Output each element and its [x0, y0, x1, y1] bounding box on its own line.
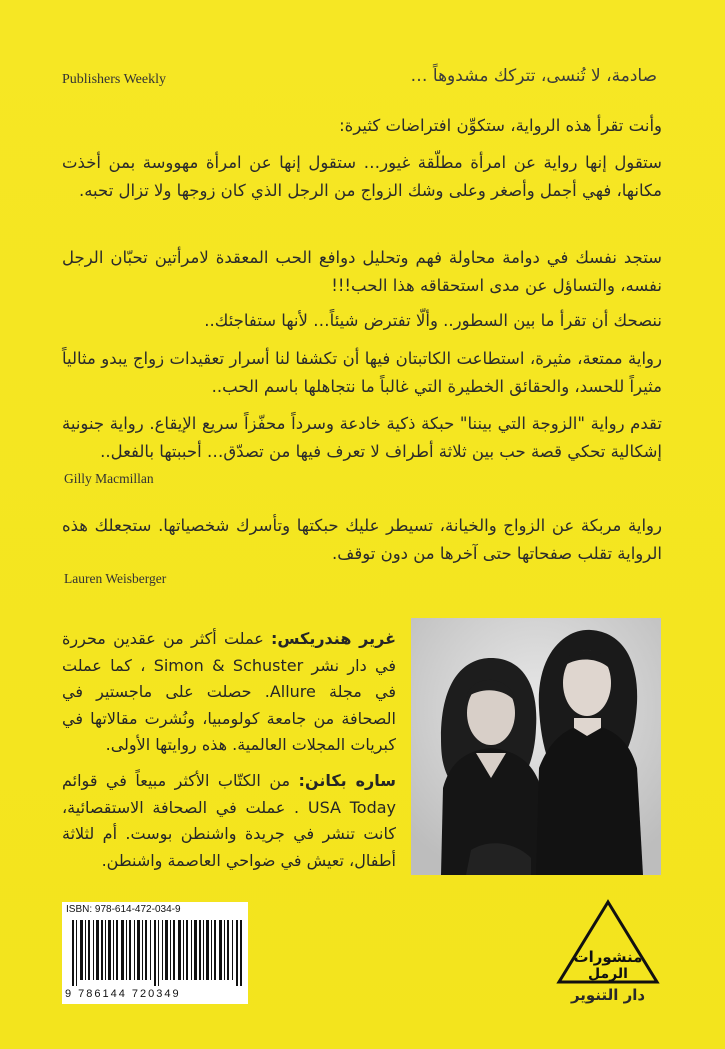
isbn-label: ISBN: 978-614-472-034-9 [66, 904, 181, 915]
svg-text:الرمل: الرمل [588, 966, 628, 982]
review-paragraph: ستجد نفسك في دوامة محاولة فهم وتحليل دوافع الحب المعقدة لامرأتين تحبّان الرجل نفسه، والتساؤل عن مدى استحقاقه هذا الحب!!! [62, 248, 662, 295]
svg-text:منشورات: منشورات [573, 948, 643, 966]
author-bio-text: عملت أكثر من عقدين محررة في دار نشر Simon & Schuster ، كما عملت في مجلة Allure. حصلت على ماجستير في الصحافة من جامعة كولومبيا، ونُشرت مقالاتها في كبريات المجلات العالمية. هذه روايتها الأولى. [62, 629, 397, 754]
authors-photo [411, 618, 661, 875]
review-paragraph: ستقول إنها رواية عن امرأة مطلّقة غيور… ستقول إنها عن امرأة مهووسة بمن أخذت مكانها، فهي أجمل وأصغر وعلى وشك الزواج من الرجل الذي كان زوجها ولا تزال تحبه. [62, 153, 662, 200]
author-bio-text: من الكتّاب الأكثر مبيعاً في قوائم USA Today . عملت في الصحافة الاستقصائية، كانت تنشر في جريدة واشنطن بوست. أم لثلاثة أطفال، تعيش في ضواحي العاصمة واشنطن. [62, 771, 396, 870]
barcode [62, 902, 248, 1004]
review-paragraph: رواية ممتعة، مثيرة، استطاعت الكاتبتان فيها أن تكشفا لنا أسرار تعقيدات زواج يبدو مثالياً مثيراً للحسد، والحقائق الخطيرة التي غالباً ما نتجاهلها باسم الحب.. [62, 349, 662, 396]
review-paragraph: وأنت تقرأ هذه الرواية، ستكوِّن افتراضات كثيرة: [339, 116, 662, 135]
publisher-logo [553, 898, 663, 1016]
barcode-number: 9 786144 720349 [65, 988, 181, 1000]
review-source: Publishers Weekly [62, 72, 166, 87]
barcode-bars [72, 920, 242, 986]
review-paragraph: ننصحك أن تقرأ ما بين السطور.. وألّا تفترض شيئاً… لأنها ستفاجئك.. [204, 311, 662, 330]
author-name: ساره بكانن: [298, 771, 397, 790]
author-bio [62, 768, 396, 874]
review-paragraph: رواية مربكة عن الزواج والخيانة، تسيطر عليك حبكتها وتأسرك شخصياتها. ستجعلك هذه الرواية تقلب صفحاتها حتى آخرها من دون توقف. [62, 516, 662, 563]
publisher-name: دار التنوير [570, 986, 646, 1004]
review-author: Gilly Macmillan [64, 471, 154, 486]
tagline: صادمة، لا تُنسى، تتركك مشدوهاً … [410, 66, 657, 86]
review-paragraph: تقدم رواية "الزوجة التي بيننا" حبكة ذكية خادعة وسرداً محفّزاً سريع الإيقاع. رواية جنونية إشكالية تحكي قصة حب بين ثلاثة أطراف لا تعرف فيها من تصدّق… أحببتها بالفعل.. [62, 414, 662, 461]
triangle-logo-icon [553, 898, 663, 986]
author-bio [62, 626, 396, 759]
review-author: Lauren Weisberger [64, 571, 167, 586]
author-name: غرير هندريكس: [271, 629, 396, 648]
